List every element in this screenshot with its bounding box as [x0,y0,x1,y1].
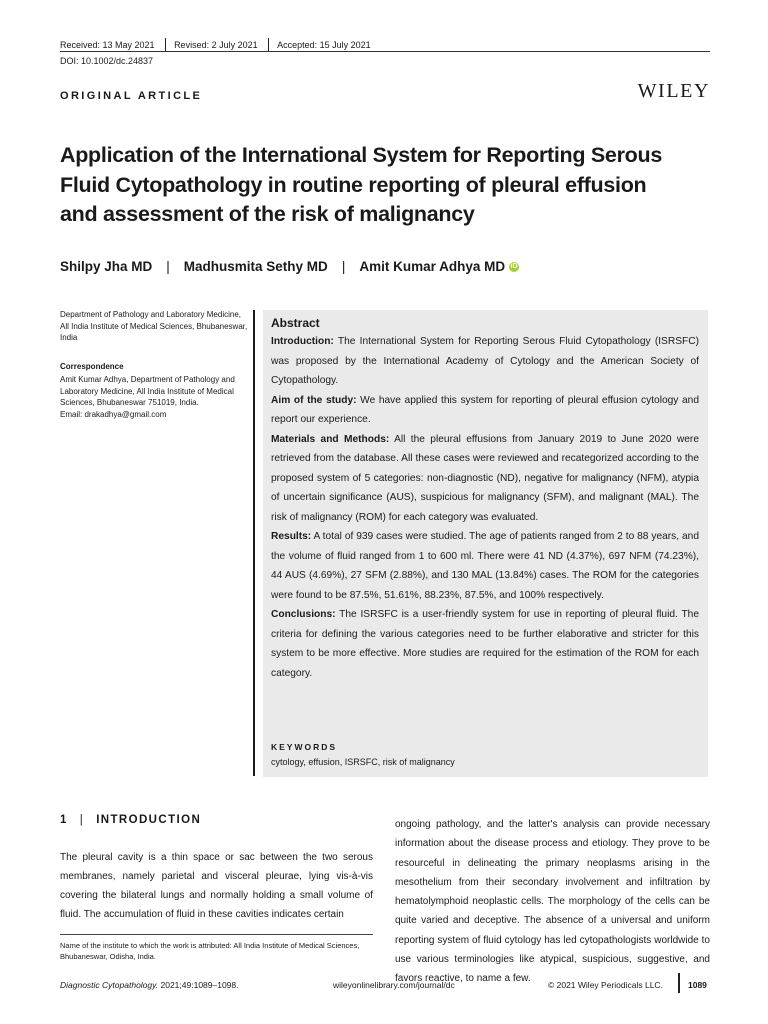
footnote: Name of the institute to which the work is attributed: All India Institute of Medical Sciences, Bhubaneswar, Odisha, India. [60,941,360,961]
author-name[interactable]: Madhusmita Sethy MD [183,259,328,274]
title-line: Application of the International System for Reporting Serous [60,143,662,167]
section-text: A total of 939 cases were studied. The age of patients ranged from 2 to 88 years, and the volume of fluid ranged from 1 to 600 ml. There were 41 ND (4.37%), 697 NFM (74.23%), 44 AUS (4.69%), 27 SFM (2.88%), and 130 MAL (13.84%) cases. The ROM for the categories were found to be 87.5%, 51.61%, 88.23%, 87.5%, and 100% respectively. [271,531,699,601]
section-label: Introduction: [271,336,334,347]
footer-citation [60,980,239,990]
keywords-heading: KEYWORDS [271,742,338,752]
section-label: Results: [271,531,312,542]
header-rule [60,51,710,52]
citation: 2021;49:1089–1098. [160,980,239,990]
intro-left-column: The pleural cavity is a thin space or sac between the two serous membranes, namely parietal and visceral pleurae, lying vis-à-vis covering the bilateral lungs and normally holding a small volume of fluid. The accumulation of fluid in these cavities indicates certain [60,852,373,920]
copyright: © 2021 Wiley Periodicals LLC. [548,980,663,990]
page-number: 1089 [688,980,707,990]
section-separator: | [79,814,85,826]
author-list [60,259,519,274]
doi[interactable]: DOI: 10.1002/dc.24837 [60,56,154,66]
article-dates [60,38,381,52]
article-type: ORIGINAL ARTICLE [60,90,203,102]
section-title: INTRODUCTION [96,814,202,826]
orcid-icon[interactable]: iD [510,262,518,270]
revised-date: Revised: 2 July 2021 [174,40,258,50]
abstract-results [271,527,699,605]
section-heading [60,814,201,826]
intro-right-column: ongoing pathology, and the latter's analysis can provide necessary information about the disease process and etiology. They prove to be resourceful in delineating the primary neoplasms arising in the mesothelium from their secondary involvement and infiltration by hematolymphoid neoplastic cells. The morphology of the cells can be quite varied and deceptive. The absence of a universal and uniform reporting system of fluid cytology has led cytopathologists worldwide to use various terminologies like atypical, suspicious, suggestive, and favors reactive, to name a few. [395,819,710,985]
article-title [60,141,720,230]
publisher-logo: WILEY [637,80,710,102]
title-line: and assessment of the risk of malignancy [60,202,475,226]
section-text: We have applied this system for reporting of pleural effusion cytology and report our experience. [271,394,699,425]
journal-url[interactable]: wileyonlinelibrary.com/journal/dc [333,980,455,990]
column-rule [253,310,255,776]
author-name[interactable]: Amit Kumar Adhya MD [359,259,506,274]
section-text: The ISRSFC is a user-friendly system for use in reporting of pleural fluid. The criteria for defining the various categories need to be further elaborative and stricter for this system to be more effective. More studies are required for the estimation of the ROM for each category. [271,609,699,679]
footnote-rule [60,934,373,935]
divider [268,38,270,52]
abstract-heading: Abstract [271,316,320,330]
abstract-conclusions [271,605,699,683]
title-line: Fluid Cytopathology in routine reporting of pleural effusion [60,172,647,197]
section-number: 1 [60,814,68,826]
received-date: Received: 13 May 2021 [60,40,155,50]
journal-name: Diagnostic Cytopathology. [60,980,159,990]
section-label: Conclusions: [271,609,336,620]
correspondence-heading: Correspondence [60,362,124,371]
footer-divider [678,973,680,993]
abstract-aim [271,391,699,430]
correspondence-text: Amit Kumar Adhya, Department of Pathology and Laboratory Medicine, All India Institute of Medical Sciences, Bhubaneswar 751019, India. [60,375,235,407]
keywords: cytology, effusion, ISRSFC, risk of malignancy [271,757,455,767]
correspondence [60,374,250,420]
section-label: Materials and Methods: [271,433,390,445]
section-text: The International System for Reporting Serous Fluid Cytopathology (ISRSFC) was proposed by the International Academy of Cytology and the American Society of Cytopathology. [271,336,699,386]
section-label: Aim of the study: [271,394,357,406]
affiliation: Department of Pathology and Laboratory Medicine, All India Institute of Medical Sciences, Bhubaneswar, India [60,310,248,342]
author-separator: | [341,259,346,274]
accepted-date: Accepted: 15 July 2021 [277,40,371,50]
author-separator: | [166,259,170,274]
correspondence-email[interactable]: Email: drakadhya@gmail.com [60,409,167,419]
abstract-methods [271,430,699,528]
abstract-box [263,310,708,777]
author-name[interactable]: Shilpy Jha MD [60,259,153,274]
section-text: All the pleural effusions from January 2019 to June 2020 were retrieved from the database. All these cases were reviewed and recategorized according to the proposed system of 5 categories: non-diagnostic (ND), negative for malignancy (NFM), atypia of uncertain significance (AUS), suspicious for malignancy (SFM), and malignant (MAL). The risk of malignancy (ROM) for each category was evaluated. [271,433,699,523]
abstract-introduction [271,332,699,391]
divider [165,38,167,52]
